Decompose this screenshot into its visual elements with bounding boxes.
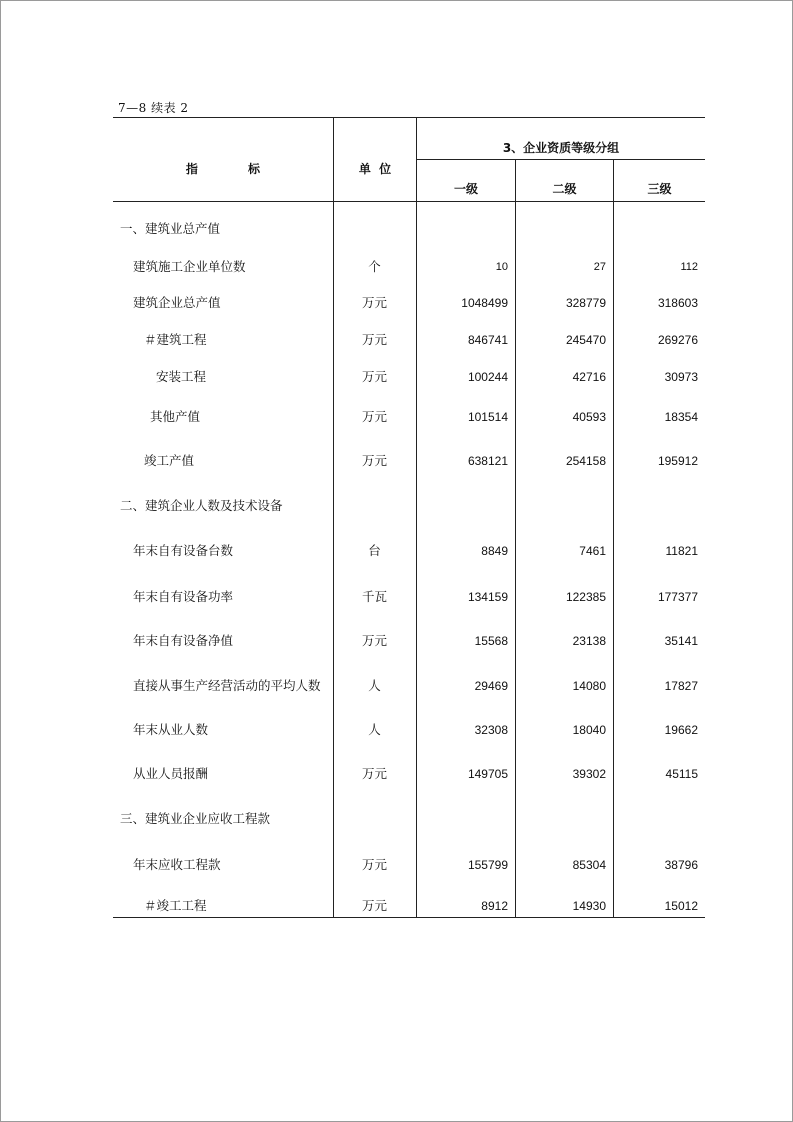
header-group-title: 3、企业资质等级分组 [502, 141, 620, 155]
row-label: 建筑企业总产值 [133, 295, 221, 310]
value-level-3: 177377 [657, 590, 698, 604]
value-level-1: 15568 [474, 634, 508, 648]
row-label: ＃竣工工程 [144, 898, 207, 913]
value-level-2: 39302 [572, 767, 606, 781]
table-row [113, 894, 705, 918]
row-label: ＃建筑工程 [144, 332, 207, 347]
value-level-2: 18040 [572, 723, 606, 737]
value-level-2: 254158 [565, 454, 606, 468]
value-level-2: 40593 [572, 410, 606, 424]
value-level-2: 14930 [572, 899, 606, 913]
row-unit: 万元 [361, 857, 387, 872]
row-unit: 万元 [361, 453, 387, 468]
table-row [113, 365, 705, 389]
row-unit: 台 [368, 543, 381, 558]
table-row [113, 807, 705, 831]
value-level-3: 18354 [664, 410, 698, 424]
table-row [113, 629, 705, 653]
value-level-3: 19662 [664, 723, 698, 737]
section-heading: 三、建筑业企业应收工程款 [120, 811, 271, 826]
table-row [113, 255, 705, 279]
value-level-1: 155799 [467, 858, 508, 872]
value-level-1: 149705 [467, 767, 508, 781]
row-unit: 人 [368, 722, 381, 737]
row-unit: 万元 [361, 369, 387, 384]
value-level-2: 23138 [572, 634, 606, 648]
value-level-2: 245470 [565, 333, 606, 347]
header-indicator: 指 标 [185, 162, 261, 176]
value-level-2: 14080 [572, 679, 606, 693]
value-level-3: 38796 [664, 858, 698, 872]
value-level-2: 7461 [579, 544, 606, 558]
value-level-3: 318603 [657, 296, 698, 310]
value-level-3: 30973 [664, 370, 698, 384]
row-label: 年末自有设备功率 [133, 589, 234, 604]
row-label: 年末应收工程款 [133, 857, 221, 872]
table-caption: 7—8 续表 2 [118, 101, 189, 115]
section-heading: 一、建筑业总产值 [120, 221, 221, 236]
table-row [113, 585, 705, 609]
section-heading: 二、建筑企业人数及技术设备 [120, 498, 283, 513]
value-level-1: 134159 [467, 590, 508, 604]
row-unit: 人 [368, 678, 381, 693]
row-unit: 万元 [361, 409, 387, 424]
value-level-1: 29469 [474, 679, 508, 693]
value-level-1: 100244 [467, 370, 508, 384]
top-rule [113, 117, 705, 118]
value-level-2: 122385 [565, 590, 606, 604]
row-unit: 万元 [361, 766, 387, 781]
row-label: 年末从业人数 [133, 722, 209, 737]
value-level-2: 27 [593, 261, 606, 273]
value-level-1: 10 [495, 261, 508, 273]
table-row [113, 291, 705, 315]
table-row [113, 405, 705, 429]
value-level-1: 101514 [467, 410, 508, 424]
header-level-1: 一级 [453, 182, 478, 196]
table-row [113, 762, 705, 786]
table-row [113, 674, 705, 698]
value-level-3: 17827 [664, 679, 698, 693]
header-rule [113, 201, 705, 202]
value-level-2: 328779 [565, 296, 606, 310]
value-level-1: 846741 [467, 333, 508, 347]
table-row [113, 853, 705, 877]
group-rule [416, 159, 705, 160]
value-level-3: 11821 [665, 544, 698, 558]
table-row [113, 217, 705, 241]
table-row [113, 494, 705, 518]
row-unit: 个 [368, 259, 381, 274]
value-level-2: 42716 [572, 370, 606, 384]
header-level-2: 二级 [552, 182, 577, 196]
row-label: 从业人员报酬 [133, 766, 209, 781]
row-unit: 万元 [361, 898, 387, 913]
row-label: 年末自有设备台数 [133, 543, 234, 558]
value-level-3: 35141 [664, 634, 698, 648]
table-row [113, 449, 705, 473]
row-label: 直接从事生产经营活动的平均人数 [133, 678, 321, 693]
value-level-3: 112 [680, 261, 698, 273]
value-level-2: 85304 [572, 858, 606, 872]
table-row [113, 328, 705, 352]
header-level-3: 三级 [647, 182, 672, 196]
value-level-1: 8912 [481, 899, 508, 913]
value-level-3: 195912 [657, 454, 698, 468]
row-label: 建筑施工企业单位数 [133, 259, 246, 274]
row-unit: 万元 [361, 633, 387, 648]
value-level-1: 1048499 [461, 296, 508, 310]
table-row [113, 539, 705, 563]
row-label: 其他产值 [150, 409, 201, 424]
value-level-3: 15012 [664, 899, 698, 913]
row-unit: 万元 [361, 295, 387, 310]
value-level-3: 45115 [665, 767, 698, 781]
value-level-1: 32308 [474, 723, 508, 737]
header-unit: 单 位 [358, 162, 392, 176]
value-level-3: 269276 [657, 333, 698, 347]
value-level-1: 638121 [467, 454, 508, 468]
row-label: 安装工程 [156, 369, 207, 384]
row-unit: 万元 [361, 332, 387, 347]
row-label: 竣工产值 [144, 453, 195, 468]
row-label: 年末自有设备净值 [133, 633, 234, 648]
table-row [113, 718, 705, 742]
value-level-1: 8849 [481, 544, 508, 558]
row-unit: 千瓦 [361, 589, 387, 604]
